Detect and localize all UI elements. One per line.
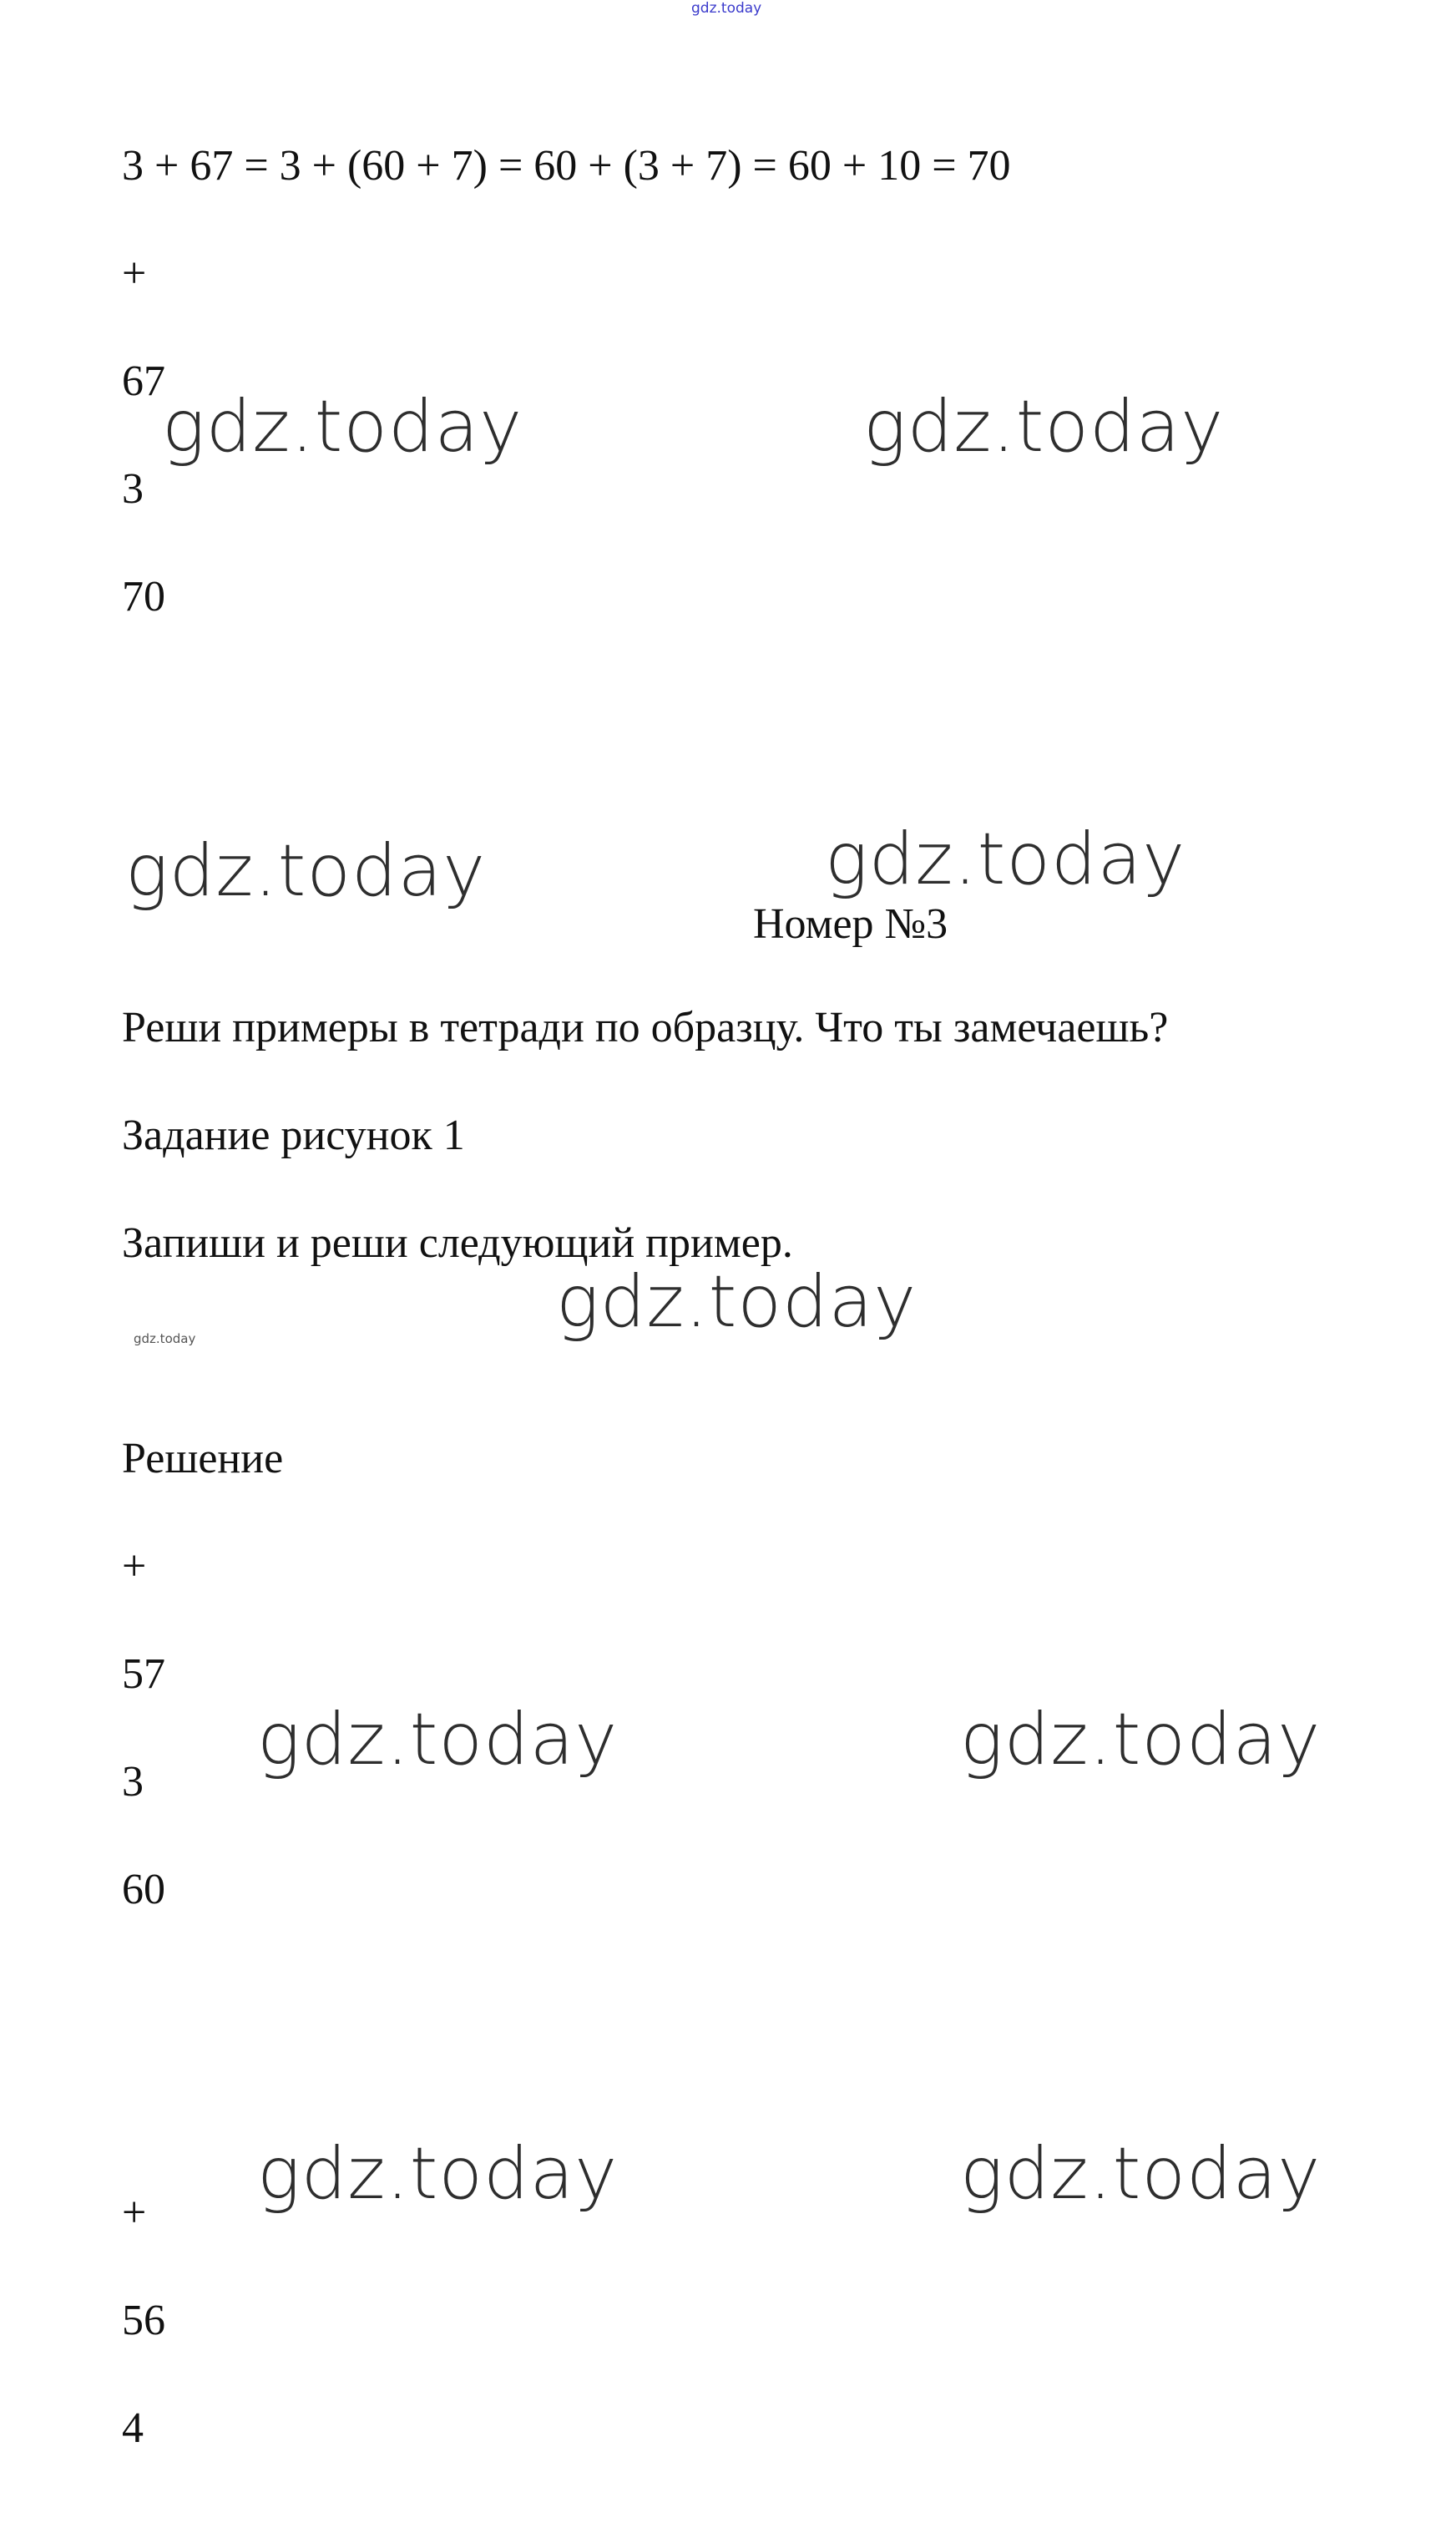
- column1-operand-a: 57: [122, 1650, 165, 1698]
- task-prompt: Реши примеры в тетради по образцу. Что ты замечаешь?: [122, 1004, 1169, 1051]
- watermark-small: gdz.today: [134, 1331, 196, 1346]
- task-number-heading: Номер №3: [753, 900, 948, 948]
- watermark: gdz.today: [556, 1260, 918, 1344]
- watermark: gdz.today: [960, 2132, 1322, 2216]
- solution-heading: Решение: [122, 1435, 284, 1482]
- watermark: gdz.today: [125, 829, 487, 913]
- column2-operand-a: 56: [122, 2297, 165, 2344]
- watermark-top: gdz.today: [691, 0, 762, 17]
- example-plus-sign: +: [122, 250, 147, 297]
- example-result: 70: [122, 573, 165, 621]
- column1-plus-sign: +: [122, 1543, 147, 1590]
- example-operand-a: 67: [122, 357, 165, 405]
- column1-operand-b: 3: [122, 1758, 144, 1806]
- column2-plus-sign: +: [122, 2189, 147, 2237]
- watermark: gdz.today: [960, 1698, 1322, 1781]
- column1-result: 60: [122, 1866, 165, 1913]
- column2-operand-b: 4: [122, 2404, 144, 2452]
- watermark: gdz.today: [257, 1698, 619, 1781]
- task-figure-caption: Задание рисунок 1: [122, 1112, 465, 1159]
- watermark: gdz.today: [825, 818, 1186, 901]
- task-instruction: Запиши и реши следующий пример.: [122, 1219, 793, 1267]
- watermark: gdz.today: [863, 385, 1225, 469]
- watermark: gdz.today: [257, 2132, 619, 2216]
- example-operand-b: 3: [122, 465, 144, 513]
- example-equation: 3 + 67 = 3 + (60 + 7) = 60 + (3 + 7) = 60 + 10 = 70: [122, 142, 1011, 190]
- watermark: gdz.today: [162, 385, 523, 469]
